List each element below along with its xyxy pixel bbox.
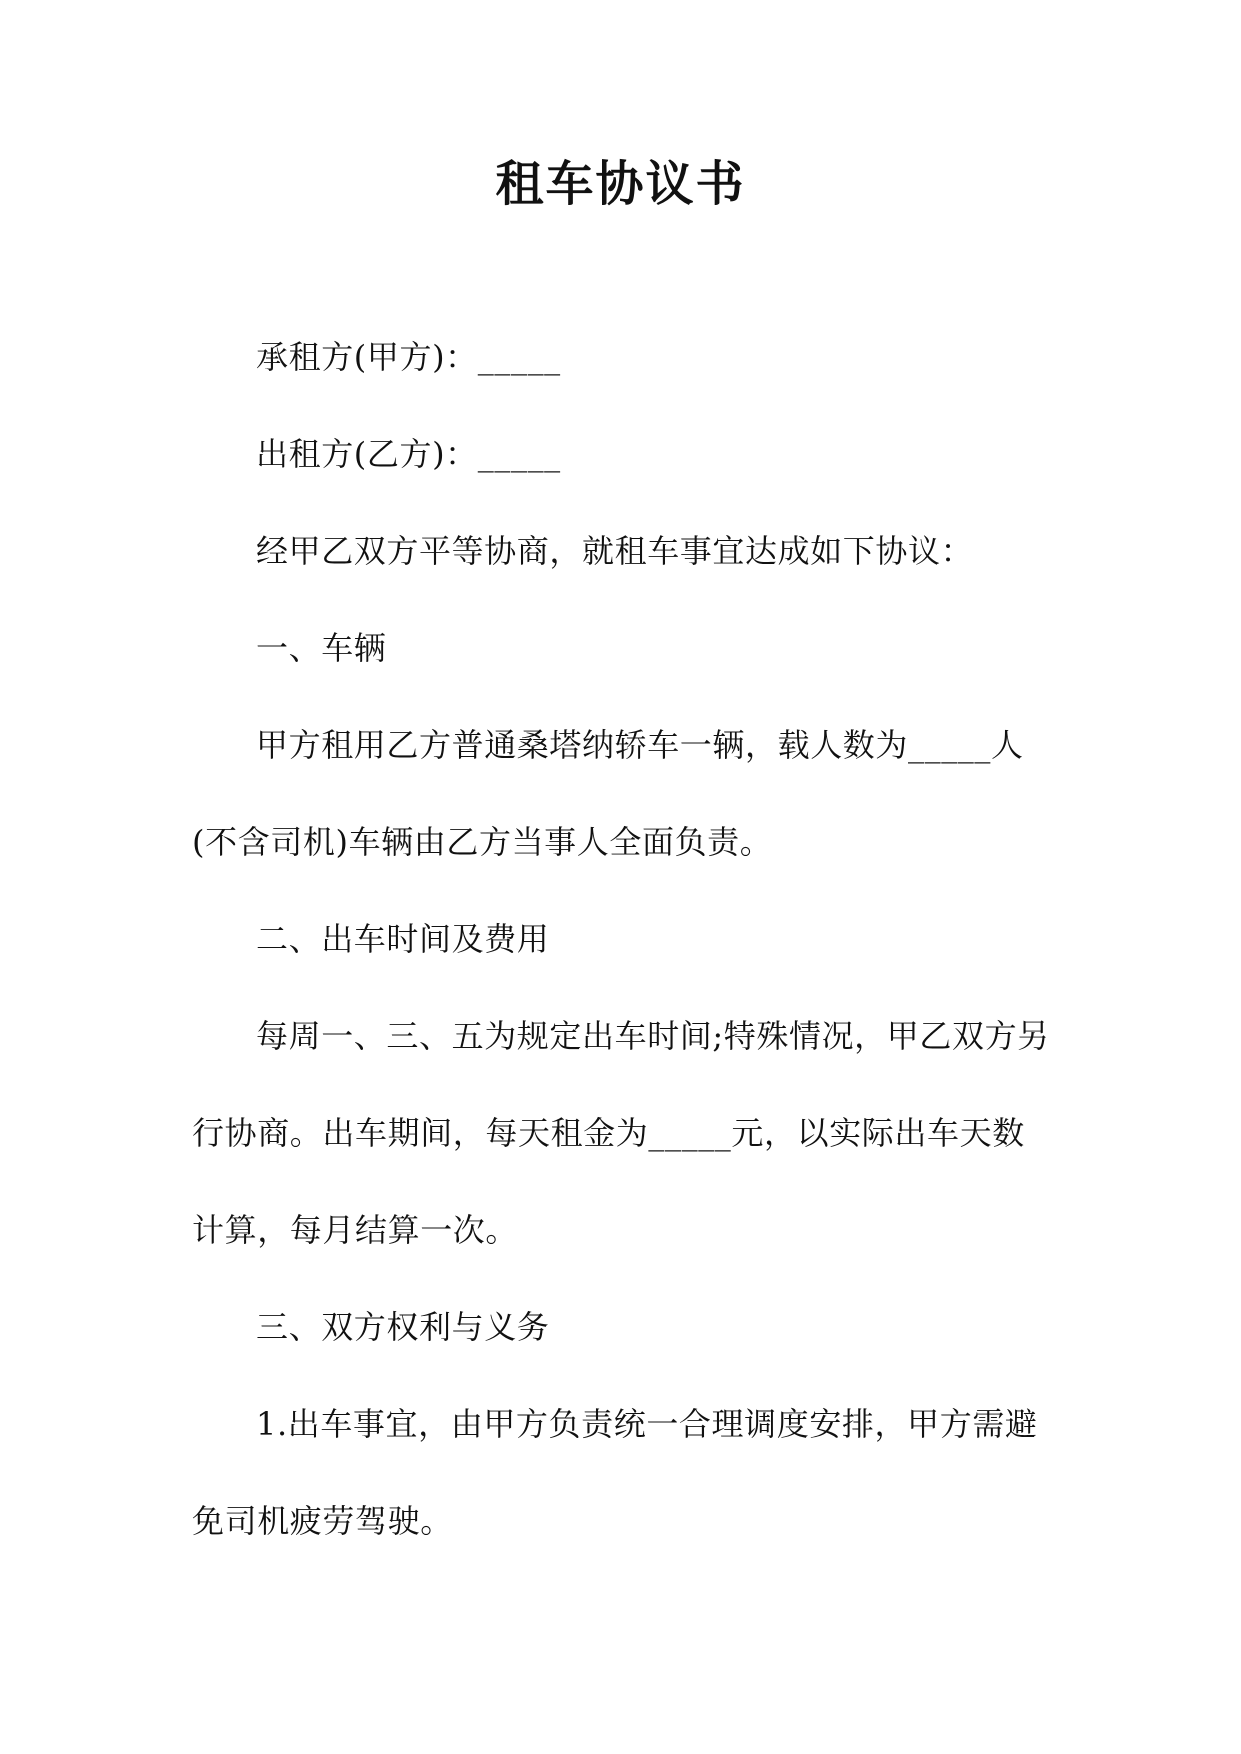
intro-paragraph: 经甲乙双方平等协商，就租车事宜达成如下协议： bbox=[256, 532, 974, 570]
section-heading-rights-duties: 三、双方权利与义务 bbox=[256, 1308, 550, 1346]
document-body bbox=[192, 309, 1052, 1570]
section-heading-time-fees: 二、出车时间及费用 bbox=[256, 920, 550, 958]
vehicle-paragraph: 甲方租用乙方普通桑塔纳轿车一辆，载人数为_____人(不含司机)车辆由乙方当事人全面负责。 bbox=[192, 726, 1024, 861]
party-b-line: 出租方(乙方)：_____ bbox=[256, 435, 561, 473]
time-fees-paragraph: 每周一、三、五为规定出车时间;特殊情况，甲乙双方另行协商。出车期间，每天租金为_____元，以实际出车天数计算，每月结算一次。 bbox=[192, 1017, 1050, 1249]
rights-duties-item-1: 1.出车事宜，由甲方负责统一合理调度安排，甲方需避免司机疲劳驾驶。 bbox=[192, 1405, 1038, 1540]
document-title: 租车协议书 bbox=[495, 156, 746, 212]
section-heading-vehicle: 一、车辆 bbox=[256, 629, 387, 667]
party-a-line: 承租方(甲方)：_____ bbox=[256, 338, 561, 376]
